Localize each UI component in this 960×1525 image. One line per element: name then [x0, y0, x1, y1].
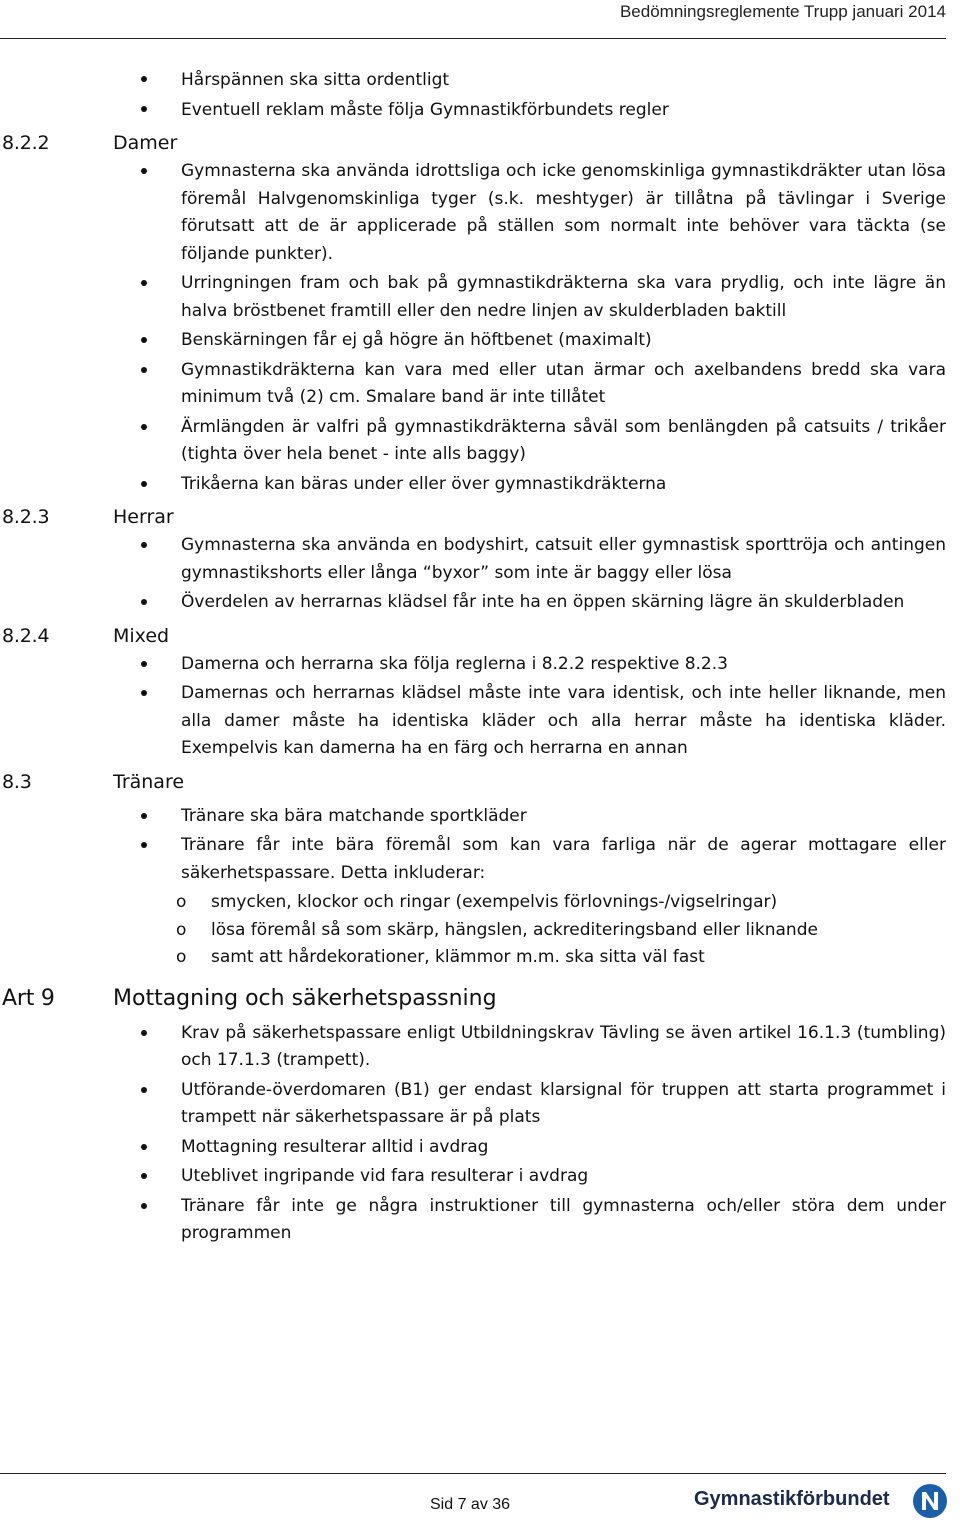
circle-bullet-icon: o	[176, 919, 187, 940]
circle-bullet-icon: o	[176, 947, 187, 967]
sub-list-item: o lösa föremål så som skärp, hängslen, ackrediteringsband eller liknande	[0, 917, 960, 945]
page-header-title: Bedömningsreglemente Trupp januari 2014	[619, 2, 946, 21]
section-title: Tränare	[113, 770, 185, 793]
bullet-icon	[141, 661, 147, 667]
list-item: Ärmlängden är valfri på gymnastikdräkterna såväl som benlängden på catsuits / trikåer (tighta över hela benet - inte alls baggy)	[0, 414, 960, 469]
circle-bullet-icon: o	[176, 892, 187, 912]
section-title: Herrar	[113, 506, 174, 528]
bullet-icon	[141, 280, 147, 286]
bullet-icon	[141, 337, 147, 343]
gymnastikforbundet-logo-icon	[912, 1483, 948, 1519]
page-number: Sid 7 av 36	[430, 1496, 511, 1513]
bullet-icon	[141, 367, 147, 373]
article-number: Art 9	[2, 985, 55, 1011]
section-title: Damer	[113, 132, 178, 154]
bullet-icon	[141, 1087, 147, 1093]
list-item: Gymnastikdräkterna kan vara med eller utan ärmar och axelbandens bredd ska vara minimum två (2) cm. Smalare band är inte tillåtet	[0, 357, 960, 412]
article-heading	[0, 980, 960, 1020]
footer-rule	[0, 1473, 946, 1474]
list-item: Damernas och herrarnas klädsel måste inte vara identisk, och inte heller liknande, men alla damer måste ha identiska kläder och alla herrar måste ha identiska kläder. Exempelvis kan damerna ha en färg och herrarna en annan	[0, 680, 960, 763]
sub-bullet-list	[0, 889, 960, 972]
intro-bullet-list	[0, 66, 960, 124]
bullet-icon	[141, 1203, 147, 1209]
section-bullet-list	[0, 803, 960, 888]
bullet-icon	[141, 690, 147, 696]
list-item: Gymnasterna ska använda idrottsliga och icke genomskinliga gymnastikdräkter utan lösa föremål Halvgenomskinliga tyger (s.k. meshtyger) är tillåtna på tävlingar i Sverige förutsatt att de är applicerade på ställen som normalt inte behöver vara täckta (se följande punkter).	[0, 158, 960, 268]
bullet-icon	[141, 424, 147, 430]
section-number: 8.2.2	[2, 132, 50, 154]
list-item: Hårspännen ska sitta ordentligt	[0, 66, 960, 94]
list-item: Gymnasterna ska använda en bodyshirt, catsuit eller gymnastisk sporttröja och antingen gymnastikshorts eller långa “byxor” som inte är baggy eller lösa	[0, 532, 960, 587]
logo-text: Gymnastikförbundet	[694, 1488, 890, 1510]
bullet-icon	[141, 542, 147, 548]
list-item: Tränare ska bära matchande sportkläder	[0, 803, 960, 831]
section-heading	[0, 128, 960, 158]
list-item: Eventuell reklam måste följa Gymnastikförbundets regler	[0, 96, 960, 124]
bullet-icon	[141, 168, 147, 174]
list-item: Damerna och herrarna ska följa reglerna i 8.2.2 respektive 8.2.3	[0, 651, 960, 679]
article-title: Mottagning och säkerhetspassning	[113, 985, 497, 1011]
section-heading	[0, 621, 960, 651]
section-bullet-list	[0, 651, 960, 763]
list-item: Urringningen fram och bak på gymnastikdräkterna ska vara prydlig, och inte lägre än halva bröstbenet framtill eller den nedre linjen av skulderbladen baktill	[0, 270, 960, 325]
bullet-icon	[141, 813, 147, 819]
bullet-icon	[141, 1144, 147, 1150]
section-number: 8.2.4	[2, 624, 50, 647]
sub-list-item: o smycken, klockor och ringar (exempelvis förlovnings-/vigselringar)	[0, 889, 960, 917]
document-body	[0, 66, 960, 1250]
bullet-icon	[141, 1173, 147, 1179]
bullet-icon	[141, 76, 147, 82]
article-bullet-list	[0, 1020, 960, 1248]
list-item: Benskärningen får ej gå högre än höftbenet (maximalt)	[0, 327, 960, 355]
list-item: Krav på säkerhetspassare enligt Utbildningskrav Tävling se även artikel 16.1.3 (tumbling) och 17.1.3 (trampett).	[0, 1020, 960, 1075]
list-item: Trikåerna kan bäras under eller över gymnastikdräkterna	[0, 471, 960, 499]
bullet-icon	[141, 481, 147, 487]
section-bullet-list	[0, 532, 960, 617]
sub-list-item: o samt att hårdekorationer, klämmor m.m. ska sitta väl fast	[0, 944, 960, 972]
section-heading	[0, 502, 960, 532]
list-item: Utförande-överdomaren (B1) ger endast klarsignal för truppen att starta programmet i trampett när säkerhetspassare är på plats	[0, 1077, 960, 1132]
list-item: Tränare får inte ge några instruktioner till gymnasterna och/eller störa dem under programmen	[0, 1193, 960, 1248]
section-bullet-list	[0, 158, 960, 498]
list-item: Mottagning resulterar alltid i avdrag	[0, 1134, 960, 1162]
bullet-icon	[141, 842, 147, 848]
section-heading	[0, 767, 960, 797]
list-item: Uteblivet ingripande vid fara resulterar i avdrag	[0, 1163, 960, 1191]
section-number: 8.2.3	[2, 506, 50, 528]
bullet-icon	[141, 599, 147, 605]
list-item: Tränare får inte bära föremål som kan vara farliga när de agerar mottagare eller säkerhetspassare. Detta inkluderar:	[0, 832, 960, 887]
header-rule	[0, 38, 946, 39]
section-number: 8.3	[2, 770, 32, 793]
bullet-icon	[141, 1030, 147, 1036]
section-title: Mixed	[113, 624, 170, 647]
bullet-icon	[141, 106, 147, 112]
list-item: Överdelen av herrarnas klädsel får inte ha en öppen skärning lägre än skulderbladen	[0, 589, 960, 617]
